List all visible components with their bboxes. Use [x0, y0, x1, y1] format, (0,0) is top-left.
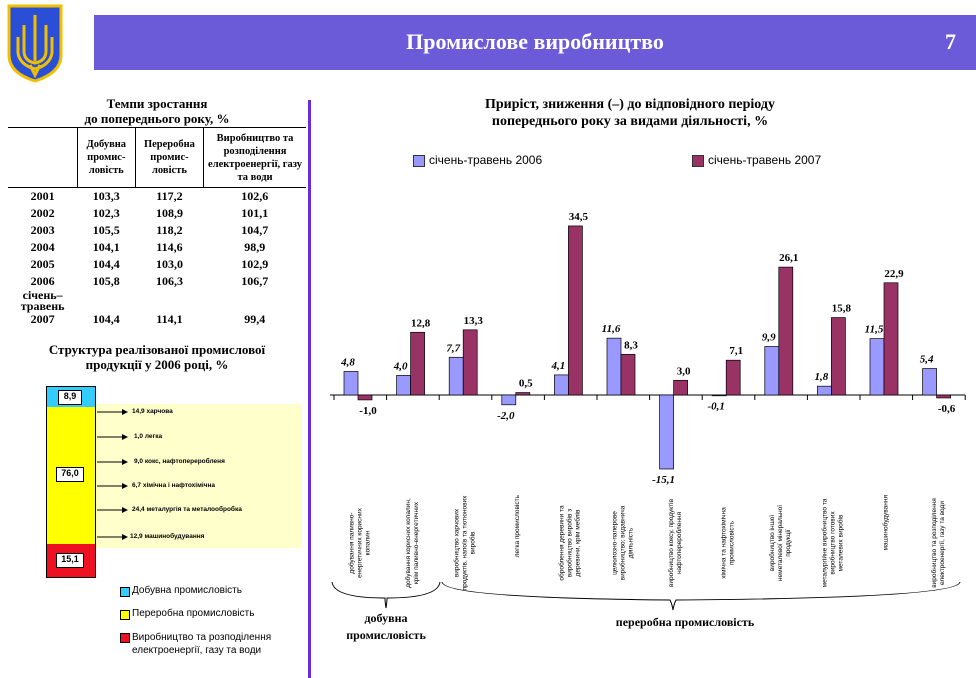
data-label: 7,1 [729, 345, 744, 358]
structure-value-mining: 8,9 [58, 390, 82, 405]
bar-chart [330, 190, 970, 678]
data-label: 11,6 [601, 323, 621, 336]
category-label: виробництво та розподілення електроенергії, газу та води [930, 498, 946, 588]
structure-title-line1: Структура реалізованої промислової [48, 342, 266, 357]
table-row: 2003 105,5 118,2 104,7 [30, 223, 269, 237]
bar-2006 [554, 375, 568, 395]
bar-2007 [358, 395, 372, 400]
category-label: виробництво коксу, продуктів нафтоперероблення [667, 498, 683, 588]
structure-legend-item: Виробництво та розподілення електроенергії, газу та води [120, 631, 300, 657]
structure-bar [46, 386, 96, 578]
breakdown-label: 14,9 харчова [132, 408, 173, 415]
category-label: легка промисловість [514, 495, 522, 558]
category-label: машинобудування [882, 495, 890, 551]
data-label: 13,3 [463, 314, 483, 327]
growth-table-title-line2: до попереднього року, % [84, 111, 230, 126]
table-row: 2002 102,3 108,9 101,1 [30, 206, 269, 220]
data-label: -2,0 [497, 409, 515, 422]
bar-2007 [411, 332, 425, 395]
data-label: 0,5 [518, 377, 533, 390]
table-row: 2006 105,8 106,3 106,7 [30, 274, 269, 288]
chart-legend-2007: січень-травень 2007 [692, 153, 821, 167]
category-label: оброблення деревини та виробництво виробів з деревини, крім меблів [558, 505, 582, 581]
vertical-divider [308, 100, 311, 678]
data-label: 8,3 [624, 339, 638, 352]
group-label-mining: промисловість [346, 628, 426, 642]
structure-title [8, 342, 306, 372]
chart-legend-2006: січень-травень 2006 [413, 153, 542, 167]
structure-legend-item: Переробна промисловість [120, 608, 254, 619]
bar-2006 [712, 395, 726, 396]
group-label-manufacturing: переробна промисловість [615, 615, 755, 629]
breakdown-label: 12,9 машинобудування [130, 533, 205, 540]
data-label: 5,4 [919, 353, 934, 366]
bar-2007 [568, 226, 582, 395]
bar-2007 [831, 318, 845, 395]
page-title: Промислове виробництво [406, 29, 664, 54]
column-header: Виробництво та розподілення електроенергії, газу та води [204, 128, 306, 188]
bar-2007 [937, 395, 951, 398]
breakdown-label: 1,0 легка [134, 433, 163, 440]
legend-swatch-2007 [692, 155, 704, 167]
bar-2006 [397, 375, 411, 395]
data-label: 7,7 [446, 342, 461, 355]
bar-2006 [344, 371, 358, 395]
category-label: виробництво іншої неметалевої мінеральної продукції [769, 504, 793, 582]
coat-of-arms-icon [6, 3, 64, 83]
data-label: 4,8 [341, 356, 355, 369]
data-label: 12,8 [410, 317, 431, 330]
bar-2006 [817, 386, 831, 395]
bar-2007 [621, 354, 635, 395]
bar-2007 [674, 380, 688, 395]
data-label: -15,1 [652, 473, 676, 486]
bar-2006 [449, 357, 463, 395]
header-bar [94, 15, 976, 70]
data-label: 4,0 [393, 360, 408, 373]
breakdown-label: 6,7 хімічна і нафтохімічна [132, 482, 216, 489]
growth-table-title [8, 96, 306, 126]
structure-legend-item: Добувна промисловість [120, 585, 242, 596]
data-label: 1,8 [814, 371, 829, 384]
bar-2007 [516, 393, 530, 395]
table-row: 2004 104,1 114,6 98,9 [30, 240, 266, 254]
category-label: добування паливно-енергетичних корисних копалин [348, 508, 372, 578]
data-label: 3,0 [676, 365, 691, 378]
column-header: Переробна промис-ловість [135, 128, 203, 188]
table-row: січень– травень 2007 104,4 114,1 99,4 [20, 288, 266, 326]
legend-swatch-2006 [413, 155, 425, 167]
chart-title [330, 96, 930, 130]
data-label: 4,1 [551, 359, 566, 372]
bar-2006 [765, 346, 779, 395]
structure-title-line2: продукції у 2006 році, % [85, 357, 229, 372]
chart-title-line1: Приріст, зниження (–) до відповідного періоду [484, 97, 775, 112]
data-label: 15,8 [831, 302, 852, 315]
structure-value-energy: 15,1 [56, 553, 84, 568]
breakdown-label: 9,0 кокс, нафтопереробленя [134, 458, 225, 465]
growth-table [8, 127, 306, 326]
table-row: 2001 103,3 117,2 102,6 [30, 189, 269, 203]
data-label: -1,0 [359, 404, 377, 417]
category-label: целюлозно-паперове виробництво; видавнича діяльність [611, 505, 635, 581]
category-label: добування корисних копалин, крім паливно-енергетичних [404, 498, 420, 588]
bar-2006 [502, 395, 516, 405]
category-label: металургійне виробництво та виробництво готових металевих виробів [821, 498, 845, 588]
page-number: 7 [945, 29, 956, 54]
column-header: Добувна промис-ловість [77, 128, 135, 188]
structure-value-manufacturing: 76,0 [56, 467, 84, 482]
bar-2006 [870, 339, 884, 395]
chart-title-line2: попереднього року за видами діяльності, % [491, 114, 769, 129]
category-label: хімічна та нафтохімічна промисловість [720, 507, 736, 579]
bar-2006 [607, 338, 621, 395]
bar-2007 [884, 283, 898, 395]
bar-2006 [923, 369, 937, 395]
data-label: -0,1 [707, 400, 725, 413]
bar-2007 [779, 267, 793, 395]
group-label-mining: добувна [364, 611, 408, 625]
bar-2006 [660, 395, 674, 469]
breakdown-label: 24,4 металургія та металообробка [132, 506, 242, 513]
data-label: 26,1 [779, 252, 799, 265]
data-label: 11,5 [864, 323, 884, 336]
data-label: 22,9 [884, 267, 904, 280]
bar-2007 [463, 330, 477, 395]
table-row: 2005 104,4 103,0 102,9 [30, 257, 269, 271]
data-label: 9,9 [761, 331, 776, 344]
growth-table-title-line1: Темпи зростання [106, 96, 208, 111]
breakdown-arrows [95, 404, 135, 544]
data-label: 34,5 [568, 210, 589, 223]
bar-2007 [726, 360, 740, 395]
category-label: виробництво харчових продуктів, напоїв та тютюнових виробів [453, 495, 477, 591]
data-label: -0,6 [937, 402, 956, 415]
